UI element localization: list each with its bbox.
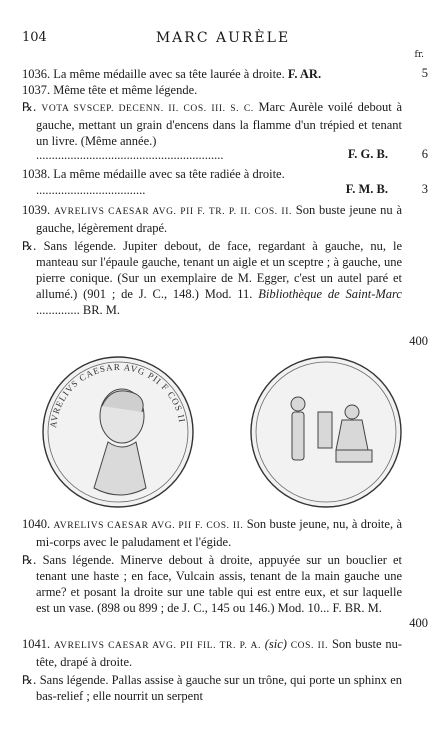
medal-obverse xyxy=(43,357,193,507)
entry-1041-reverse: ℞. Sans légende. Pallas assise à gauche sur un trône, qui porte un sphinx en bas-relief ; elle nourrit un serpent xyxy=(22,673,402,703)
entry-1040-reverse: ℞. Sans légende. Minerve debout à droite, appuyée sur un bouclier et tenant une haste ; en face, Vulcain assis, tenant de la main gauche une arme? et posant la droite sur une table qui est entre eux, et sur laquelle est un vase. (898 ou 899 ; de J. C., 145 ou 146.) Mod. 10... F. BR. M. xyxy=(22,553,403,615)
page-number: 104 xyxy=(22,30,47,45)
entry-1041: 1041. AVRELIVS CAESAR AVG. PII FIL. TR. P. A. (sic) COS. II. Son buste nu-tête, drapé à droite. xyxy=(22,637,403,669)
medal-illustration xyxy=(36,352,416,512)
entry-1039-reverse: ℞. Sans légende. Jupiter debout, de face, regardant à gauche, nu, le manteau sur l'épaule gauche, tenant un aigle et un sceptre ; à gauche, une pierre conique. (Sur un exemplaire de M. Egger, c'est un autel paré et allumé.) (901 ; de J. C., 148.) Mod. 11. Bibliothèque de Saint-Marc .............. BR. M. xyxy=(22,239,402,317)
entry-1037-metal-line: ............................................................ xyxy=(36,148,224,162)
price-1039: 400 xyxy=(409,334,428,348)
price-1036: 5 xyxy=(421,66,428,80)
running-title: MARC AURÈLE xyxy=(155,30,291,46)
entry-1036: 1036. La même médaille avec sa tête laurée à droite. F. AR. xyxy=(22,67,322,81)
column-label: fr. xyxy=(414,50,424,60)
metal-1037: F. G. B. xyxy=(345,147,388,162)
price-1038: 3 xyxy=(421,182,428,196)
medal-reverse xyxy=(251,357,401,507)
price-1040: 400 xyxy=(409,616,428,630)
entry-1038-leader: ................................... xyxy=(36,183,146,197)
entry-1037-reverse: ℞. VOTA SVSCEP. DECENN. II. COS. III. S. C. Marc Aurèle voilé debout à gauche, mettant un grain d'encens dans la flamme d'un trépied et tenant un livre. (Même année.) xyxy=(22,100,403,148)
entry-1037: 1037. Même tête et même légende. xyxy=(22,83,198,97)
page-header xyxy=(22,30,424,60)
metal-1038: F. M. B. xyxy=(343,182,388,197)
price-1037: 6 xyxy=(421,147,428,161)
entry-1039: 1039. AVRELIVS CAESAR AVG. PII F. TR. P. II. COS. II. Son buste jeune nu à gauche, légèrement drapé. xyxy=(22,203,402,235)
entry-1040: 1040. AVRELIVS CAESAR AVG. PII F. COS. II. Son buste jeune, nu, à droite, à mi-corps avec le paludament et l'égide. xyxy=(22,517,402,549)
entry-1038: 1038. La même médaille avec sa tête radiée à droite. xyxy=(22,167,285,181)
medal-legend: AVRELIVS CAESAR AVG PII F COS II xyxy=(48,361,188,429)
